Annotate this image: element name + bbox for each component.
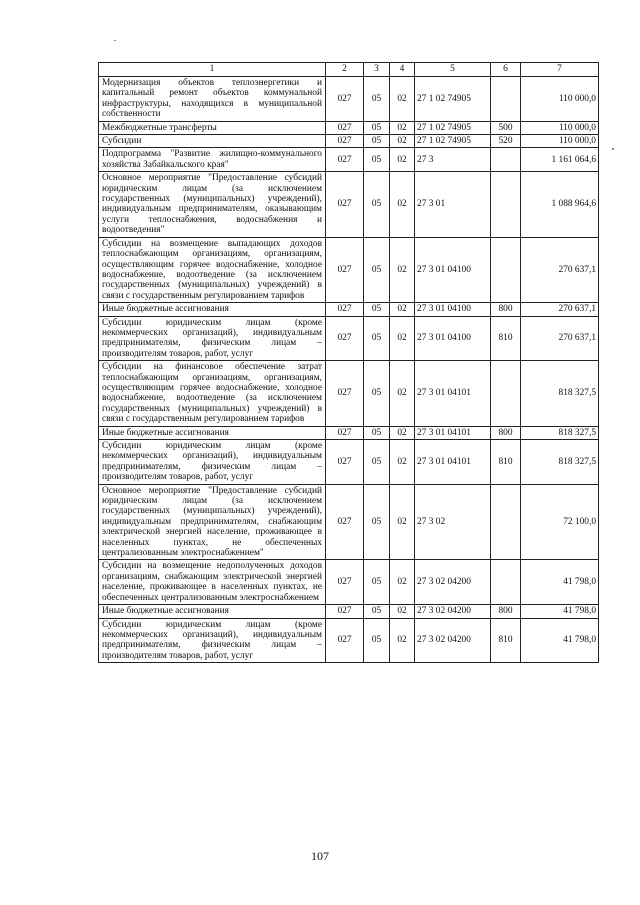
amount-cell: 818 327,5: [521, 426, 599, 439]
subsection-code-cell: 02: [390, 426, 415, 439]
section-code-cell: 05: [364, 316, 390, 361]
scan-speck: [612, 148, 614, 150]
table-row: [99, 316, 599, 361]
column-header: 2: [326, 63, 364, 77]
section-code-cell: 05: [364, 237, 390, 302]
expense-type-cell: 800: [491, 605, 521, 618]
target-article-cell: 27 3 01 04101: [415, 440, 491, 485]
ministry-code-cell: 027: [326, 484, 364, 560]
row-name-cell: Иные бюджетные ассигнования: [99, 605, 326, 618]
amount-cell: 41 798,0: [521, 618, 599, 663]
expense-type-cell: [491, 361, 521, 426]
target-article-cell: 27 3 02 04200: [415, 605, 491, 618]
row-name-cell: Основное мероприятие "Предоставление субсидий юридическим лицам (за исключением государственных (муниципальных) учреждений), индивидуальным предпринимателям, оказывающим услуги теплоснабжения, водоснабжения и водоотведения": [99, 172, 326, 237]
row-name-cell: Модернизация объектов теплоэнергетики и капитальный ремонт объектов коммунальной инфраструктуры, находящихся в муниципальной собственности: [99, 77, 326, 122]
column-header: 6: [491, 63, 521, 77]
subsection-code-cell: 02: [390, 135, 415, 148]
expense-type-cell: 500: [491, 121, 521, 134]
expense-type-cell: [491, 560, 521, 605]
expense-type-cell: [491, 172, 521, 237]
target-article-cell: 27 3 01 04101: [415, 426, 491, 439]
target-article-cell: 27 1 02 74905: [415, 121, 491, 134]
table-row: [99, 440, 599, 485]
target-article-cell: 27 3 02 04200: [415, 618, 491, 663]
target-article-cell: 27 3 01: [415, 172, 491, 237]
row-name-cell: Субсидии на возмещение выпадающих доходов теплоснабжающим организациям, организациям, осуществляющим горячее водоснабжение, холодное водоснабжение, водоотведение (за исключением государственных (муниципальных) учреждений) в связи с государственным регулированием тарифов: [99, 237, 326, 302]
scan-speck: [114, 40, 116, 41]
subsection-code-cell: 02: [390, 605, 415, 618]
ministry-code-cell: 027: [326, 148, 364, 172]
expense-type-cell: [491, 237, 521, 302]
row-name-cell: Субсидии на возмещение недополученных доходов организациям, снабжающим электрической энергией население, проживающее в населенных пунктах, не обеспеченных централизованным электроснабжением: [99, 560, 326, 605]
ministry-code-cell: 027: [326, 440, 364, 485]
subsection-code-cell: 02: [390, 484, 415, 560]
amount-cell: 270 637,1: [521, 237, 599, 302]
section-code-cell: 05: [364, 440, 390, 485]
target-article-cell: 27 3 01 04101: [415, 361, 491, 426]
ministry-code-cell: 027: [326, 121, 364, 134]
table-row: [99, 121, 599, 134]
expense-type-cell: [491, 77, 521, 122]
row-name-cell: Подпрограмма "Развитие жилищно-коммунального хозяйства Забайкальского края": [99, 148, 326, 172]
target-article-cell: 27 1 02 74905: [415, 135, 491, 148]
target-article-cell: 27 3 02 04200: [415, 560, 491, 605]
subsection-code-cell: 02: [390, 148, 415, 172]
subsection-code-cell: 02: [390, 361, 415, 426]
amount-cell: 41 798,0: [521, 560, 599, 605]
subsection-code-cell: 02: [390, 560, 415, 605]
target-article-cell: 27 3: [415, 148, 491, 172]
ministry-code-cell: 027: [326, 172, 364, 237]
ministry-code-cell: 027: [326, 77, 364, 122]
column-header: 7: [521, 63, 599, 77]
section-code-cell: 05: [364, 618, 390, 663]
section-code-cell: 05: [364, 560, 390, 605]
expense-type-cell: [491, 148, 521, 172]
table-row: [99, 560, 599, 605]
row-name-cell: Субсидии на финансовое обеспечение затрат теплоснабжающим организациям, организациям, осуществляющим горячее водоснабжение, холодное водоснабжение, водоотведение (за исключением государственных (муниципальных) учреждений) в связи с государственным регулированием тарифов: [99, 361, 326, 426]
expense-type-cell: [491, 484, 521, 560]
row-name-cell: Субсидии юридическим лицам (кроме некоммерческих организаций), индивидуальным предпринимателям, физическим лицам – производителям товаров, работ, услуг: [99, 440, 326, 485]
page-number: 107: [311, 849, 329, 863]
row-name-cell: Иные бюджетные ассигнования: [99, 303, 326, 316]
row-name-cell: Иные бюджетные ассигнования: [99, 426, 326, 439]
amount-cell: 270 637,1: [521, 303, 599, 316]
expense-type-cell: 810: [491, 618, 521, 663]
table-row: [99, 361, 599, 426]
target-article-cell: 27 3 01 04100: [415, 316, 491, 361]
subsection-code-cell: 02: [390, 618, 415, 663]
target-article-cell: 27 3 01 04100: [415, 303, 491, 316]
section-code-cell: 05: [364, 148, 390, 172]
amount-cell: 1 161 064,6: [521, 148, 599, 172]
ministry-code-cell: 027: [326, 618, 364, 663]
subsection-code-cell: 02: [390, 316, 415, 361]
amount-cell: 818 327,5: [521, 440, 599, 485]
section-code-cell: 05: [364, 426, 390, 439]
expense-type-cell: 520: [491, 135, 521, 148]
table-row: [99, 172, 599, 237]
ministry-code-cell: 027: [326, 426, 364, 439]
column-header: 1: [99, 63, 326, 77]
amount-cell: 72 100,0: [521, 484, 599, 560]
target-article-cell: 27 3 01 04100: [415, 237, 491, 302]
table-row: [99, 426, 599, 439]
amount-cell: 110 000,0: [521, 121, 599, 134]
subsection-code-cell: 02: [390, 121, 415, 134]
table-body: [99, 77, 599, 663]
subsection-code-cell: 02: [390, 440, 415, 485]
table-row: [99, 484, 599, 560]
ministry-code-cell: 027: [326, 303, 364, 316]
table-row: [99, 77, 599, 122]
expense-type-cell: 810: [491, 440, 521, 485]
section-code-cell: 05: [364, 361, 390, 426]
column-header: 3: [364, 63, 390, 77]
expense-type-cell: 810: [491, 316, 521, 361]
section-code-cell: 05: [364, 605, 390, 618]
amount-cell: 1 088 964,6: [521, 172, 599, 237]
subsection-code-cell: 02: [390, 303, 415, 316]
section-code-cell: 05: [364, 77, 390, 122]
target-article-cell: 27 1 02 74905: [415, 77, 491, 122]
section-code-cell: 05: [364, 484, 390, 560]
amount-cell: 818 327,5: [521, 361, 599, 426]
row-name-cell: Межбюджетные трансферты: [99, 121, 326, 134]
amount-cell: 41 798,0: [521, 605, 599, 618]
ministry-code-cell: 027: [326, 237, 364, 302]
amount-cell: 110 000,0: [521, 135, 599, 148]
row-name-cell: Основное мероприятие "Предоставление субсидий юридическим лицам (за исключением государственных (муниципальных) учреждений), индивидуальным предпринимателям, снабжающим электрической энергией население, проживающее в населенных пунктах, не обеспеченных централизованным электроснабжением": [99, 484, 326, 560]
ministry-code-cell: 027: [326, 135, 364, 148]
table-row: [99, 148, 599, 172]
section-code-cell: 05: [364, 135, 390, 148]
column-header: 5: [415, 63, 491, 77]
subsection-code-cell: 02: [390, 77, 415, 122]
row-name-cell: Субсидии юридическим лицам (кроме некоммерческих организаций), индивидуальным предпринимателям, физическим лицам – производителям товаров, работ, услуг: [99, 316, 326, 361]
ministry-code-cell: 027: [326, 316, 364, 361]
expense-type-cell: 800: [491, 303, 521, 316]
row-name-cell: Субсидии: [99, 135, 326, 148]
section-code-cell: 05: [364, 172, 390, 237]
table-row: [99, 303, 599, 316]
subsection-code-cell: 02: [390, 172, 415, 237]
header-row: [99, 63, 599, 77]
ministry-code-cell: 027: [326, 361, 364, 426]
table-row: [99, 135, 599, 148]
row-name-cell: Субсидии юридическим лицам (кроме некоммерческих организаций), индивидуальным предпринимателям, физическим лицам – производителям товаров, работ, услуг: [99, 618, 326, 663]
amount-cell: 270 637,1: [521, 316, 599, 361]
ministry-code-cell: 027: [326, 605, 364, 618]
ministry-code-cell: 027: [326, 560, 364, 605]
section-code-cell: 05: [364, 121, 390, 134]
amount-cell: 110 000,0: [521, 77, 599, 122]
target-article-cell: 27 3 02: [415, 484, 491, 560]
expense-type-cell: 800: [491, 426, 521, 439]
budget-table: [98, 62, 599, 663]
table-row: [99, 605, 599, 618]
subsection-code-cell: 02: [390, 237, 415, 302]
table-row: [99, 237, 599, 302]
table-row: [99, 618, 599, 663]
column-header: 4: [390, 63, 415, 77]
section-code-cell: 05: [364, 303, 390, 316]
